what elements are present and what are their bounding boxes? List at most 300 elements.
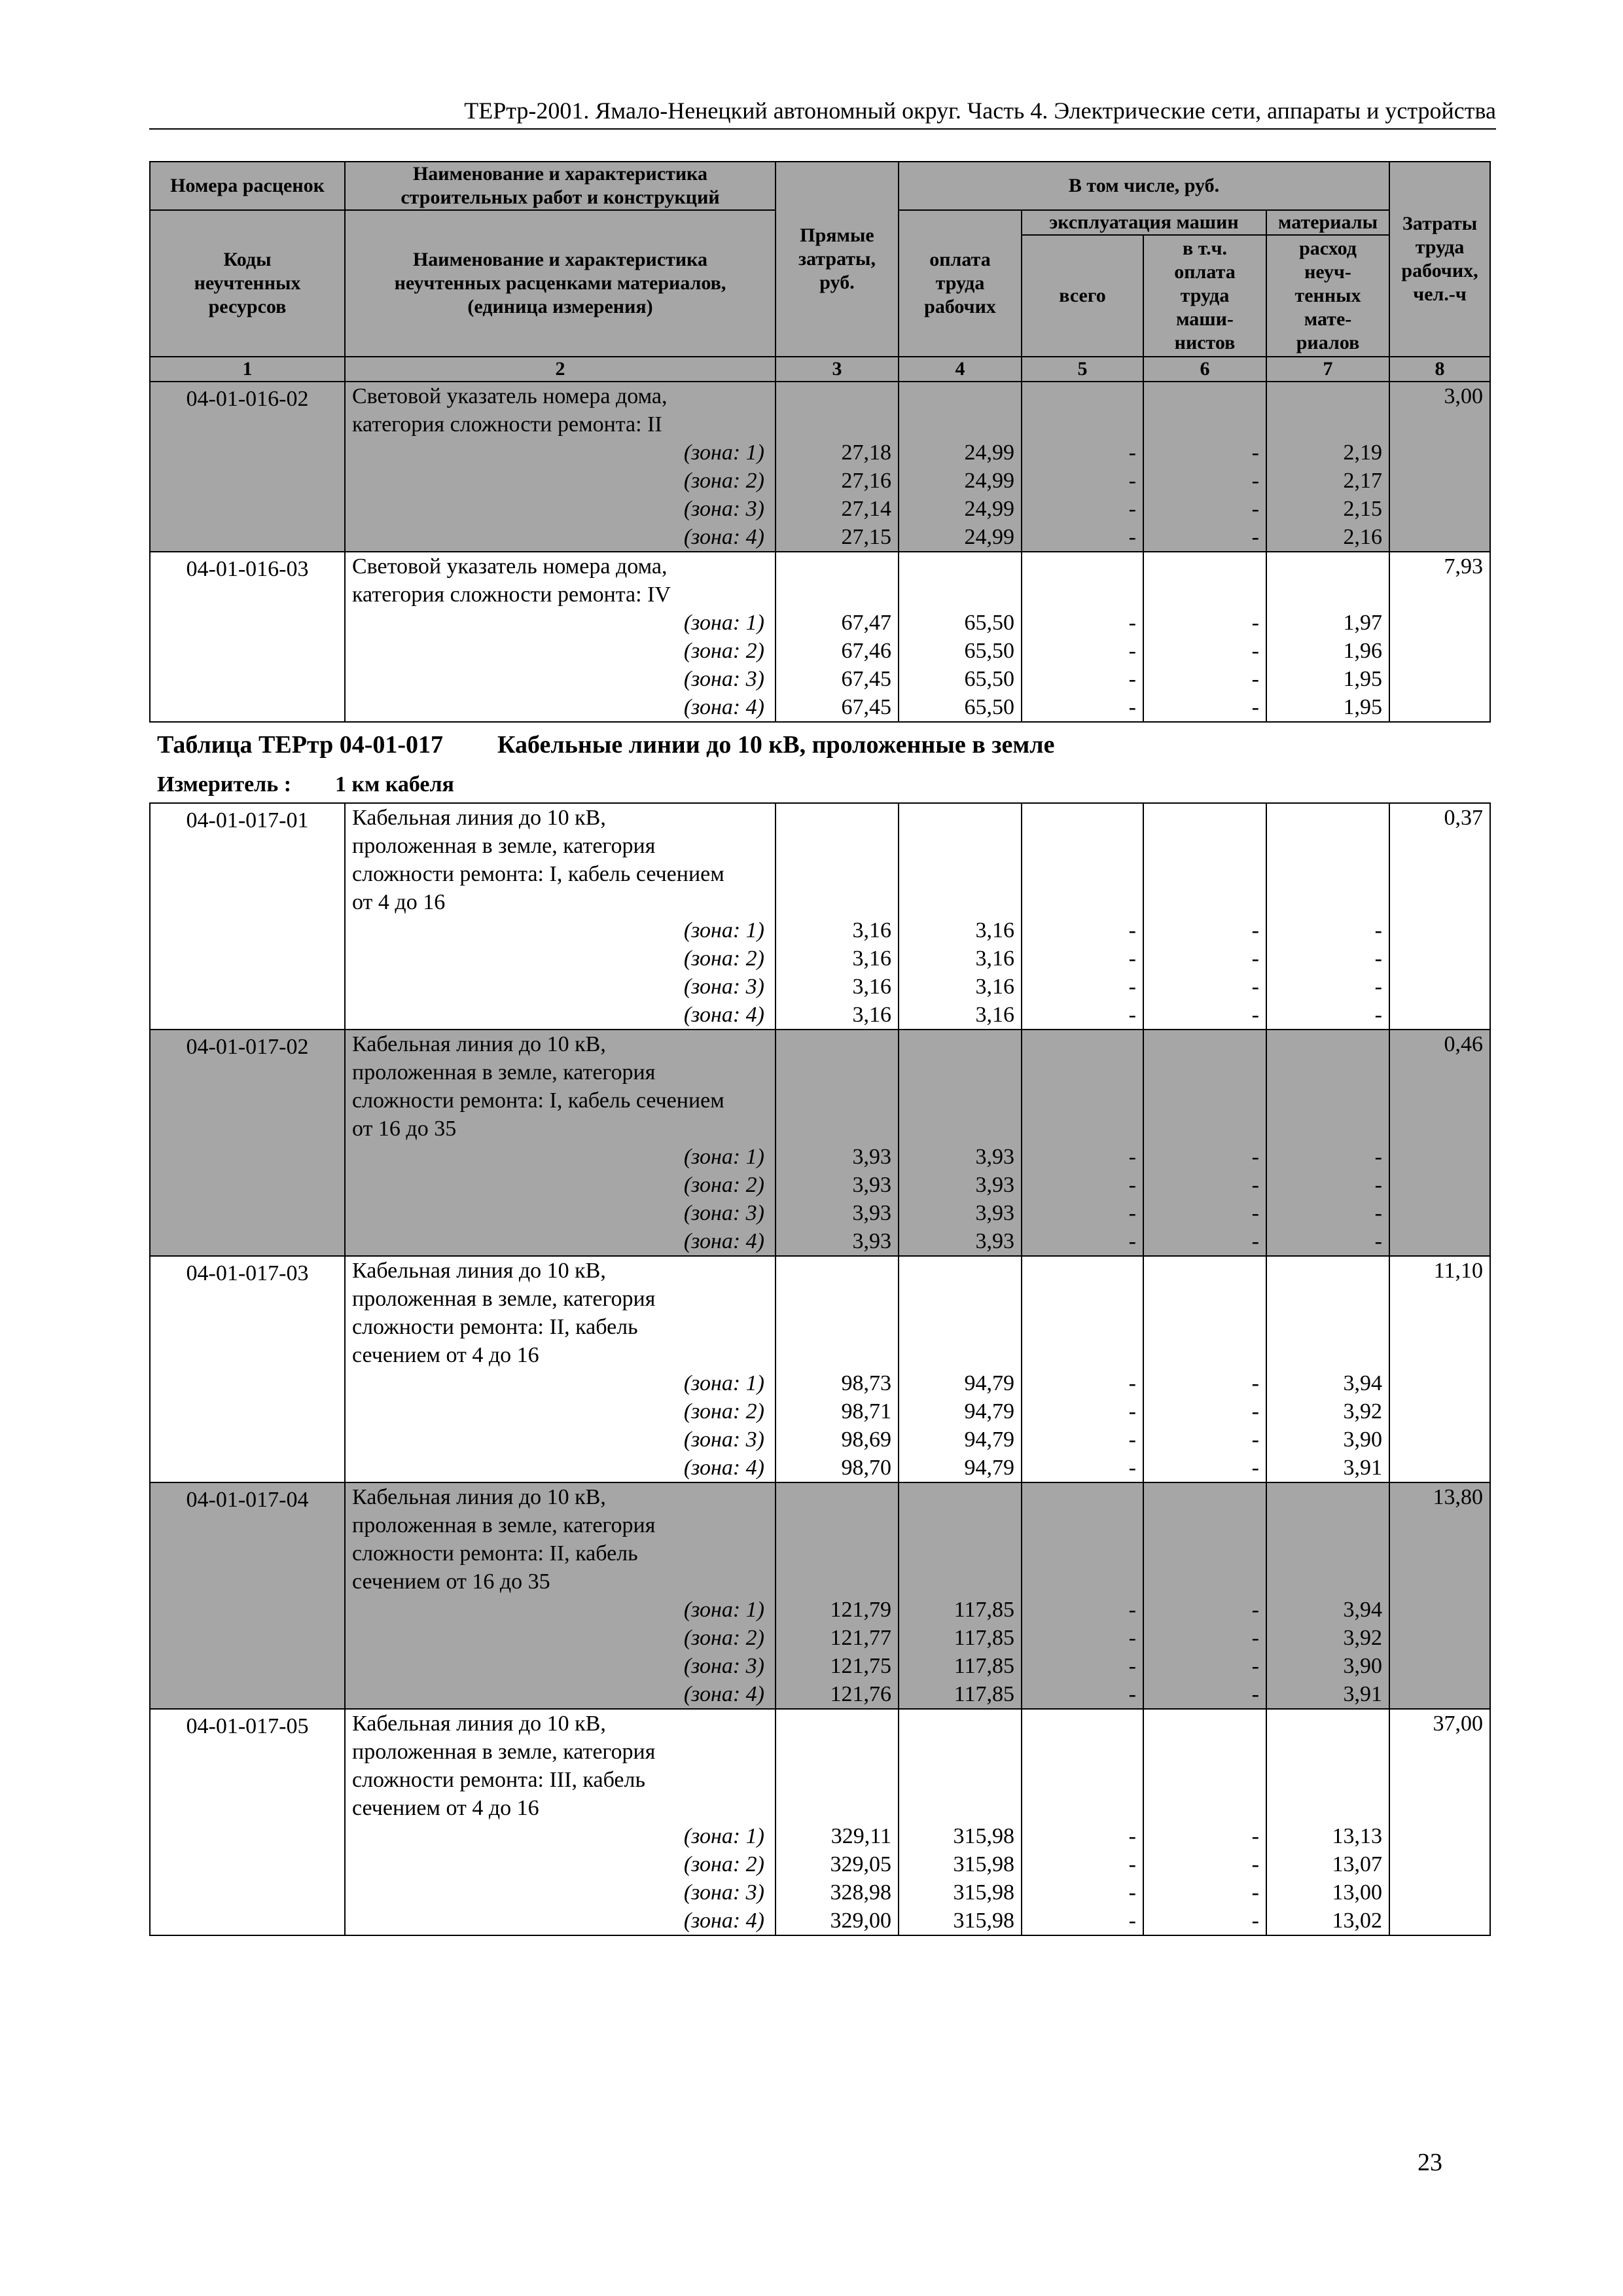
rate-description: Световой указатель номера дома, [352,554,668,579]
direct-cost: 329,00 [830,1909,891,1933]
rate-description: проложенная в земле, категория [352,834,656,858]
spacer [899,1539,1021,1568]
spacer [776,1285,898,1313]
machines-total: - [1128,1229,1136,1253]
direct-cost: 121,79 [830,1598,891,1622]
machines-total: - [1128,1598,1136,1622]
machinist-pay: - [1251,1371,1259,1395]
rate-row [150,382,1490,552]
materials-cost: 3,90 [1343,1427,1382,1452]
worker-pay: 3,93 [975,1229,1014,1253]
machines-total: - [1128,1427,1136,1452]
materials-cost: 13,07 [1332,1852,1382,1876]
spacer [1267,1710,1389,1738]
header-work-name: Наименование и характеристика строительных работ и конструкций [345,162,776,210]
spacer [776,1341,898,1369]
spacer [1144,1341,1266,1369]
machinist-pay: - [1251,1399,1259,1424]
spacer [1144,382,1266,410]
spacer [776,1058,898,1086]
header-worker-pay: оплата труда рабочих [899,210,1022,357]
machines-total: - [1128,1654,1136,1678]
rate-description: Кабельная линия до 10 кВ, [352,1259,606,1283]
labor-cost: 37,00 [1433,1712,1483,1736]
zone-label: (зона: 4) [683,525,764,549]
machines-total: - [1128,1626,1136,1650]
materials-cost: 1,97 [1343,611,1383,635]
worker-pay: 3,16 [975,1003,1014,1027]
spacer [1267,410,1389,439]
machines-total: - [1128,1880,1136,1905]
worker-pay: 117,85 [954,1598,1014,1622]
worker-pay: 94,79 [964,1399,1014,1424]
spacer [1144,1539,1266,1568]
zone-label: (зона: 1) [683,1824,764,1848]
materials-cost: 3,90 [1343,1654,1382,1678]
machinist-pay: - [1251,975,1259,999]
machinist-pay: - [1251,946,1259,971]
spacer [899,1766,1021,1794]
spacer [1022,1766,1143,1794]
worker-pay: 117,85 [954,1654,1014,1678]
spacer [1022,1794,1143,1822]
worker-pay: 24,99 [964,469,1014,493]
rate-description: от 4 до 16 [352,890,446,914]
rate-description: сложности ремонта: I, кабель сечением [352,1088,724,1113]
rate-code: 04-01-017-02 [186,1035,309,1059]
materials-cost: - [1374,1145,1382,1169]
spacer [899,1483,1021,1511]
spacer [776,1511,898,1539]
worker-pay: 24,99 [964,440,1014,465]
zone-label: (зона: 1) [683,611,764,635]
spacer [1267,1257,1389,1285]
spacer [1267,888,1389,916]
spacer [776,410,898,439]
zone-label: (зона: 2) [683,469,764,493]
spacer [776,1738,898,1766]
spacer [899,1115,1021,1143]
materials-cost: 2,16 [1343,525,1383,549]
spacer [776,1766,898,1794]
table-header [150,162,1490,382]
machines-total: - [1128,1909,1136,1933]
materials-cost: 1,95 [1343,667,1383,691]
direct-cost: 3,16 [852,946,891,971]
direct-cost: 121,76 [830,1682,891,1706]
spacer [1144,1058,1266,1086]
worker-pay: 3,93 [975,1145,1014,1169]
spacer [776,1483,898,1511]
spacer [1022,1483,1143,1511]
worker-pay: 315,98 [953,1824,1014,1848]
measure-label: Измеритель : [157,772,292,797]
spacer [899,1794,1021,1822]
spacer [1267,1794,1389,1822]
spacer [1267,1341,1389,1369]
column-number: 4 [899,357,1022,382]
header-direct-costs: Прямые затраты, руб. [776,162,899,357]
labor-cost: 7,93 [1444,554,1484,579]
machinist-pay: - [1251,1824,1259,1848]
spacer [899,1710,1021,1738]
direct-cost: 329,05 [830,1852,891,1876]
spacer [1267,581,1389,609]
direct-cost: 67,45 [841,695,891,719]
zone-label: (зона: 2) [683,1399,764,1424]
materials-cost: - [1374,918,1382,942]
header-resource-codes: Коды неучтенных ресурсов [150,210,345,357]
zone-label: (зона: 4) [683,695,764,719]
rate-description: категория сложности ремонта: IV [352,583,671,607]
rate-description: категория сложности ремонта: II [352,412,662,437]
machinist-pay: - [1251,469,1259,493]
zone-label: (зона: 4) [683,1909,764,1933]
materials-cost: - [1374,1201,1382,1225]
worker-pay: 94,79 [964,1427,1014,1452]
machines-total: - [1128,1682,1136,1706]
direct-cost: 3,93 [852,1201,891,1225]
header-rate-numbers: Номера расценок [150,162,345,210]
rate-description: Кабельная линия до 10 кВ, [352,806,606,830]
spacer [776,1794,898,1822]
spacer [1267,1058,1389,1086]
zone-label: (зона: 4) [683,1003,764,1027]
spacer [1144,1086,1266,1115]
spacer [1144,804,1266,832]
spacer [1267,1568,1389,1596]
spacer [776,1086,898,1115]
zone-label: (зона: 1) [683,1371,764,1395]
zone-label: (зона: 3) [683,1427,764,1452]
spacer [1267,1511,1389,1539]
materials-cost: 1,95 [1343,695,1383,719]
spacer [1144,1483,1266,1511]
materials-cost: 13,02 [1332,1909,1382,1933]
direct-cost: 3,16 [852,1003,891,1027]
spacer [1267,1539,1389,1568]
spacer [1267,1086,1389,1115]
materials-cost: - [1374,975,1382,999]
direct-cost: 3,93 [852,1145,891,1169]
spacer [776,1568,898,1596]
spacer [1022,552,1143,581]
spacer [899,804,1021,832]
spacer [1022,1285,1143,1313]
running-head: ТЕРтр-2001. Ямало-Ненецкий автономный округ. Часть 4. Электрические сети, аппараты и устройства [149,96,1496,130]
direct-cost: 27,16 [841,469,891,493]
spacer [776,1030,898,1058]
machinist-pay: - [1251,611,1259,635]
header-materials: материалы [1266,210,1389,235]
machinist-pay: - [1251,525,1259,549]
spacer [1022,1341,1143,1369]
direct-cost: 67,46 [841,639,891,663]
spacer [1022,1257,1143,1285]
worker-pay: 65,50 [964,667,1014,691]
materials-cost: 3,94 [1343,1371,1382,1395]
zone-label: (зона: 1) [683,440,764,465]
zone-label: (зона: 1) [683,1598,764,1622]
spacer [1144,1511,1266,1539]
spacer [1022,581,1143,609]
machines-total: - [1128,695,1136,719]
machines-total: - [1128,1173,1136,1197]
machinist-pay: - [1251,1427,1259,1452]
materials-cost: 3,92 [1343,1399,1382,1424]
spacer [776,888,898,916]
column-number: 6 [1143,357,1266,382]
spacer [899,1257,1021,1285]
machinist-pay: - [1251,1201,1259,1225]
table-title: Кабельные линии до 10 кВ, проложенные в земле [497,731,1055,759]
spacer [1022,410,1143,439]
zone-label: (зона: 2) [683,1626,764,1650]
worker-pay: 3,16 [975,946,1014,971]
rate-code: 04-01-016-02 [186,387,309,411]
spacer [1144,1766,1266,1794]
rate-row [150,552,1490,722]
spacer [776,581,898,609]
rate-code: 04-01-017-01 [186,808,309,833]
rate-description: Световой указатель номера дома, [352,384,668,408]
machines-total: - [1128,1145,1136,1169]
machines-total: - [1128,1003,1136,1027]
direct-cost: 27,15 [841,525,891,549]
spacer [1144,1710,1266,1738]
machinist-pay: - [1251,1654,1259,1678]
materials-cost: 1,96 [1343,639,1383,663]
spacer [1144,1313,1266,1341]
spacer [899,1030,1021,1058]
spacer [1144,1794,1266,1822]
spacer [776,1257,898,1285]
zone-label: (зона: 3) [683,1880,764,1905]
machinist-pay: - [1251,1145,1259,1169]
spacer [899,552,1021,581]
worker-pay: 315,98 [953,1909,1014,1933]
rate-code: 04-01-017-03 [186,1261,309,1285]
machines-total: - [1128,1852,1136,1876]
spacer [899,1313,1021,1341]
column-number: 3 [776,357,899,382]
spacer [1022,1738,1143,1766]
column-number: 5 [1022,357,1143,382]
spacer [1022,1030,1143,1058]
spacer [1022,832,1143,860]
rate-description: сечением от 4 до 16 [352,1796,539,1820]
worker-pay: 65,50 [964,695,1014,719]
zone-label: (зона: 2) [683,946,764,971]
spacer [1144,1030,1266,1058]
machinist-pay: - [1251,1626,1259,1650]
direct-cost: 98,71 [841,1399,891,1424]
zone-label: (зона: 3) [683,497,764,521]
spacer [899,1058,1021,1086]
rate-description: проложенная в земле, категория [352,1740,656,1764]
worker-pay: 315,98 [953,1852,1014,1876]
machines-total: - [1128,1201,1136,1225]
zone-label: (зона: 3) [683,667,764,691]
zone-label: (зона: 1) [683,918,764,942]
direct-cost: 27,14 [841,497,891,521]
rate-description: проложенная в земле, категория [352,1287,656,1311]
zone-label: (зона: 4) [683,1456,764,1480]
machinist-pay: - [1251,440,1259,465]
worker-pay: 94,79 [964,1456,1014,1480]
machinist-pay: - [1251,639,1259,663]
spacer [1144,1285,1266,1313]
worker-pay: 117,85 [954,1626,1014,1650]
direct-cost: 329,11 [830,1824,891,1848]
zone-label: (зона: 1) [683,1145,764,1169]
machinist-pay: - [1251,1003,1259,1027]
rate-row [150,1482,1490,1709]
spacer [1022,1568,1143,1596]
machines-total: - [1128,440,1136,465]
rate-row [150,1030,1490,1256]
worker-pay: 3,16 [975,918,1014,942]
spacer [1267,1313,1389,1341]
spacer [1267,1738,1389,1766]
direct-cost: 121,77 [830,1626,891,1650]
spacer [1267,804,1389,832]
machines-total: - [1128,667,1136,691]
materials-cost: 13,00 [1332,1880,1382,1905]
spacer [899,1511,1021,1539]
machines-total: - [1128,639,1136,663]
machines-total: - [1128,611,1136,635]
materials-cost: - [1374,946,1382,971]
spacer [776,804,898,832]
spacer [1267,382,1389,410]
spacer [776,552,898,581]
worker-pay: 24,99 [964,525,1014,549]
header-machines: эксплуатация машин [1022,210,1266,235]
direct-cost: 3,16 [852,975,891,999]
rate-description: от 16 до 35 [352,1117,457,1141]
spacer [1022,1539,1143,1568]
rate-row [150,1256,1490,1482]
materials-cost: 2,19 [1343,440,1383,465]
table-body-bottom [150,803,1490,1935]
spacer [1022,860,1143,888]
rates-table-top [149,161,1491,723]
spacer [1267,1766,1389,1794]
header-unaccounted-materials: расход неуч- тенных мате- риалов [1266,235,1389,357]
table-number: Таблица ТЕРтр 04-01-017 [157,731,444,759]
rate-description: сложности ремонта: III, кабель [352,1768,645,1792]
spacer [1022,1511,1143,1539]
direct-cost: 3,16 [852,918,891,942]
machines-total: - [1128,1824,1136,1848]
machines-total: - [1128,975,1136,999]
machinist-pay: - [1251,667,1259,691]
labor-cost: 0,37 [1444,806,1483,830]
zone-label: (зона: 3) [683,1201,764,1225]
direct-cost: 27,18 [841,440,891,465]
header-including: В том числе, руб. [899,162,1389,210]
spacer [1144,1115,1266,1143]
spacer [1267,1285,1389,1313]
column-number: 2 [345,357,776,382]
zone-label: (зона: 2) [683,1852,764,1876]
rate-description: сечением от 4 до 16 [352,1343,539,1367]
rate-description: проложенная в земле, категория [352,1513,656,1537]
column-number: 8 [1389,357,1490,382]
zone-label: (зона: 3) [683,975,764,999]
spacer [899,1738,1021,1766]
rate-code: 04-01-016-03 [186,557,309,581]
spacer [776,1710,898,1738]
zone-label: (зона: 2) [683,1173,764,1197]
spacer [776,860,898,888]
zone-label: (зона: 4) [683,1229,764,1253]
spacer [899,1285,1021,1313]
spacer [1144,1738,1266,1766]
spacer [1022,1313,1143,1341]
measure-line [157,772,454,797]
machines-total: - [1128,469,1136,493]
rate-description: сложности ремонта: I, кабель сечением [352,862,724,886]
spacer [899,382,1021,410]
materials-cost: 3,91 [1343,1456,1382,1480]
materials-cost: 2,17 [1343,469,1383,493]
header-labor-costs: Затраты труда рабочих, чел.-ч [1389,162,1490,357]
page-number: 23 [1418,2149,1442,2176]
spacer [899,581,1021,609]
labor-cost: 3,00 [1444,384,1484,408]
spacer [1144,888,1266,916]
spacer [899,1341,1021,1369]
spacer [1144,1568,1266,1596]
machinist-pay: - [1251,1852,1259,1876]
spacer [1267,860,1389,888]
worker-pay: 65,50 [964,639,1014,663]
spacer [776,1539,898,1568]
spacer [1022,888,1143,916]
spacer [776,1313,898,1341]
machines-total: - [1128,525,1136,549]
zone-label: (зона: 3) [683,1654,764,1678]
machinist-pay: - [1251,1173,1259,1197]
measure-value: 1 км кабеля [335,772,454,797]
machinist-pay: - [1251,1909,1259,1933]
materials-cost: - [1374,1173,1382,1197]
direct-cost: 3,93 [852,1173,891,1197]
zone-label: (зона: 2) [683,639,764,663]
rate-description: сложности ремонта: II, кабель [352,1541,638,1566]
direct-cost: 67,45 [841,667,891,691]
rate-code: 04-01-017-05 [186,1714,309,1738]
column-number: 7 [1266,357,1389,382]
spacer [776,382,898,410]
spacer [1022,382,1143,410]
rate-row [150,803,1490,1030]
machines-total: - [1128,1371,1136,1395]
worker-pay: 65,50 [964,611,1014,635]
spacer [1267,1115,1389,1143]
machinist-pay: - [1251,1456,1259,1480]
machines-total: - [1128,918,1136,942]
machines-total: - [1128,1399,1136,1424]
spacer [1022,1086,1143,1115]
materials-cost: 3,92 [1343,1626,1382,1650]
worker-pay: 117,85 [954,1682,1014,1706]
rate-description: проложенная в земле, категория [352,1060,656,1085]
direct-cost: 3,93 [852,1229,891,1253]
header-machinist-pay: в т.ч. оплата труда маши- нистов [1143,235,1266,357]
